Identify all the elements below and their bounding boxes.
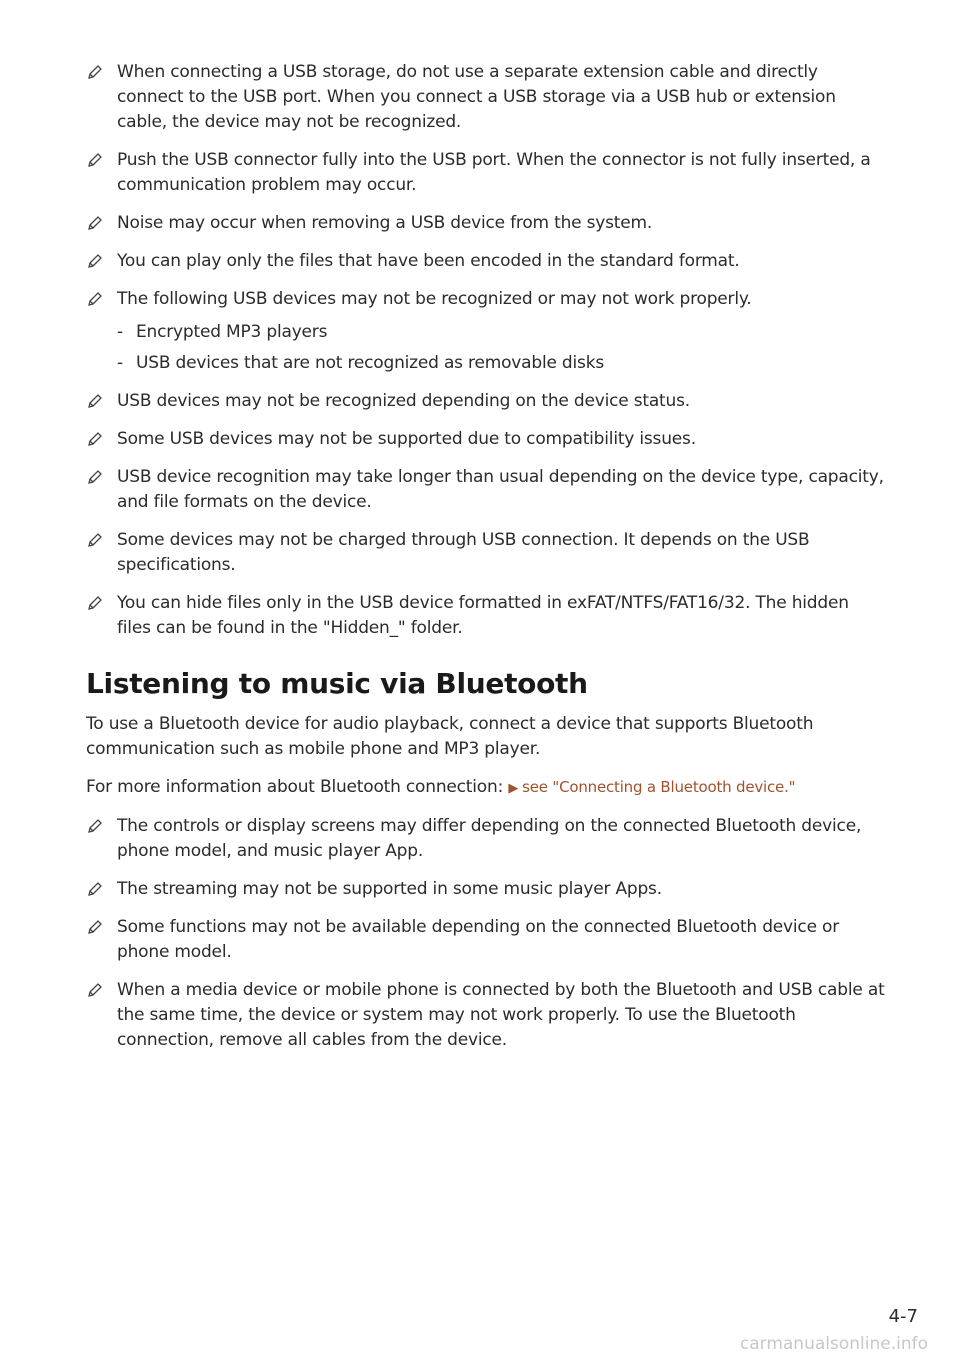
pencil-icon — [86, 392, 104, 410]
note-item — [86, 465, 886, 515]
cross-reference-text: see "Connecting a Bluetooth device." — [522, 778, 796, 796]
note-text: The following USB devices may not be recognized or may not work properly. — [117, 289, 752, 309]
note-text: The streaming may not be supported in some music player Apps. — [117, 879, 662, 899]
pencil-icon — [86, 290, 104, 308]
note-item — [86, 249, 886, 274]
note-text: You can play only the files that have been encoded in the standard format. — [117, 251, 740, 271]
note-text: Some USB devices may not be supported due to compatibility issues. — [117, 429, 696, 449]
note-item — [86, 287, 886, 312]
pencil-icon — [86, 151, 104, 169]
pencil-icon — [86, 468, 104, 486]
note-item — [86, 978, 886, 1053]
section-heading: Listening to music via Bluetooth — [86, 667, 588, 700]
more-info-label: For more information about Bluetooth connection: — [86, 777, 504, 797]
note-text: When connecting a USB storage, do not use a separate extension cable and directly connect to the USB port. When you connect a USB storage via a USB hub or extension cable, the device may not be recognized. — [117, 62, 836, 132]
pencil-icon — [86, 531, 104, 549]
note-item — [86, 60, 886, 135]
note-item — [86, 427, 886, 452]
sub-list — [86, 320, 886, 376]
note-item — [86, 915, 886, 965]
pencil-icon — [86, 918, 104, 936]
cross-reference-link[interactable] — [508, 778, 795, 796]
sub-list-text: USB devices that are not recognized as removable disks — [136, 353, 604, 373]
page-number: 4-7 — [888, 1306, 918, 1327]
note-text: Some devices may not be charged through USB connection. It depends on the USB specifications. — [117, 530, 810, 575]
note-text: The controls or display screens may differ depending on the connected Bluetooth device, phone model, and music player App. — [117, 816, 862, 861]
triangle-arrow-icon: ▶ — [508, 781, 519, 796]
pencil-icon — [86, 214, 104, 232]
pencil-icon — [86, 981, 104, 999]
note-item — [86, 148, 886, 198]
sub-list-item — [86, 320, 886, 345]
note-text: Push the USB connector fully into the USB port. When the connector is not fully inserted, a communication problem may occur. — [117, 150, 871, 195]
sub-list-item — [86, 351, 886, 376]
manual-page — [86, 60, 886, 1066]
pencil-icon — [86, 430, 104, 448]
pencil-icon — [86, 63, 104, 81]
pencil-icon — [86, 252, 104, 270]
watermark: carmanualsonline.info — [739, 1334, 928, 1354]
note-text: Some functions may not be available depending on the connected Bluetooth device or phone model. — [117, 917, 840, 962]
note-item — [86, 389, 886, 414]
note-text: USB devices may not be recognized depending on the device status. — [117, 391, 690, 411]
note-text: When a media device or mobile phone is connected by both the Bluetooth and USB cable at the same time, the device or system may not work properly. To use the Bluetooth connection, remove all cables from the device. — [117, 980, 885, 1050]
note-text: Noise may occur when removing a USB device from the system. — [117, 213, 653, 233]
note-item — [86, 814, 886, 864]
dash-bullet: - — [117, 322, 123, 342]
pencil-icon — [86, 594, 104, 612]
note-text: USB device recognition may take longer than usual depending on the device type, capacity, and file formats on the device. — [117, 467, 884, 512]
note-text: You can hide files only in the USB device formatted in exFAT/NTFS/FAT16/32. The hidden files can be found in the "Hidden_" folder. — [117, 593, 849, 638]
dash-bullet: - — [117, 353, 123, 373]
note-item — [86, 877, 886, 902]
pencil-icon — [86, 817, 104, 835]
sub-list-text: Encrypted MP3 players — [136, 322, 328, 342]
pencil-icon — [86, 880, 104, 898]
note-item — [86, 528, 886, 578]
more-info-line — [86, 775, 886, 801]
note-item — [86, 211, 886, 236]
note-item — [86, 591, 886, 641]
section-intro: To use a Bluetooth device for audio playback, connect a device that supports Bluetooth communication such as mobile phone and MP3 player. — [86, 714, 814, 759]
